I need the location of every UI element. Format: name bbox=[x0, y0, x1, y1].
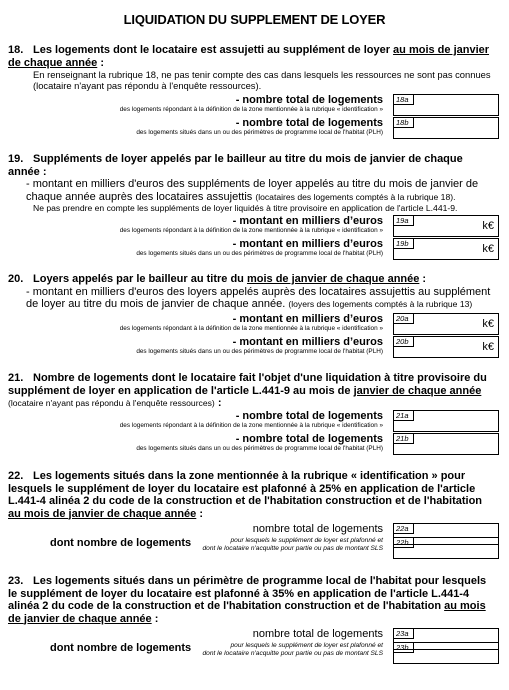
row-18b bbox=[8, 117, 496, 139]
page-title: LIQUIDATION DU SUPPLEMENT DE LOYER bbox=[123, 12, 386, 27]
note-18: En renseignant la rubrique 18, ne pas tenir compte des cas dans lesquels les ressources ne sont pas connues (locataire n'ayant pas répondu à l'enquête ressources). bbox=[33, 69, 491, 91]
input-18a[interactable]: 18a bbox=[393, 94, 499, 116]
input-18b[interactable]: 18b bbox=[393, 117, 499, 139]
row-22a: nombre total de logements 22a bbox=[8, 523, 496, 545]
row-19a: - montant en milliers d’euros des logements répondant à la définition de la zone mentionnée à la rubrique « identification » 19a k€ bbox=[8, 215, 496, 237]
input-19a[interactable]: 19a k€ bbox=[393, 215, 499, 237]
row-21b: - nombre total de logements des logements situés dans un ou des périmètres de programme local de l'habitat (PLH) 21b bbox=[8, 433, 496, 455]
row-19b: - montant en milliers d’euros des logements situés dans un ou des périmètres de programme local de l'habitat (PLH) 19b k€ bbox=[8, 238, 496, 260]
section-19: 19. Suppléments de loyer appelés par le bailleur au titre du mois de janvier de chaque année : - montant en milliers d'euros des suppléments de loyer appelés au titre du mois de janvier de chaque année auprès des locataires assujettis (locataires des logements comptés à la rubrique 18). Ne pas prendre en compte les suppléments de loyer liquidés à titre provisoire en application de l'article L.441-9. bbox=[8, 153, 479, 213]
input-21b[interactable]: 21b bbox=[393, 433, 499, 455]
section-20: 20. Loyers appelés par le bailleur au titre du mois de janvier de chaque année : - montant en milliers d'euros des loyers appelés auprès des locataires assujettis au supplément de loyer au titre du mois de janvier de chaque année. (loyers des logements comptés à la rubrique 13) bbox=[8, 273, 491, 310]
input-22b[interactable]: 22b bbox=[393, 537, 499, 559]
row-20b: - montant en milliers d’euros des logements situés dans un ou des périmètres de programme local de l'habitat (PLH) 20b k€ bbox=[8, 336, 496, 358]
sublabel: des logements répondant à la définition de la zone mentionnée à la rubrique « identification » bbox=[119, 106, 383, 113]
input-23b[interactable]: 23b bbox=[393, 642, 499, 664]
sublabel: des logements situés dans un ou des périmètres de programme local de l'habitat (PLH) bbox=[136, 129, 383, 136]
input-20a[interactable]: 20a k€ bbox=[393, 313, 499, 335]
input-23a[interactable]: 23a bbox=[393, 628, 499, 650]
row-23a: nombre total de logements 23a bbox=[8, 628, 496, 650]
input-22a[interactable]: 22a bbox=[393, 523, 499, 545]
input-19b[interactable]: 19b k€ bbox=[393, 238, 499, 260]
row-21a: - nombre total de logements des logements répondant à la définition de la zone mentionnée à la rubrique « identification » 21a bbox=[8, 410, 496, 432]
input-20b[interactable]: 20b k€ bbox=[393, 336, 499, 358]
section-23: 23. Les logements situés dans un périmètre de programme local de l'habitat pour lesquels le supplément de loyer du locataire est plafonné à 35% en application de l'article L.441-4 alinéa 2 du code de la construction et de l'habitation construction et de l'habitation au mois de janvier de chaque année : bbox=[8, 575, 487, 625]
question-18: 18. Les logements dont le locataire est assujetti au supplément de loyer au mois de janvier de chaque année : bbox=[8, 44, 490, 69]
section-18 bbox=[8, 44, 496, 91]
row-18a bbox=[8, 94, 496, 116]
row-23b: dont nombre de logements pour lesquels le supplément de loyer est plafonné et dont le locataire n'acquitte pour partie ou pas de montant SLS 23b bbox=[8, 642, 496, 664]
label: - nombre total de logements bbox=[235, 94, 383, 106]
input-21a[interactable]: 21a bbox=[393, 410, 499, 432]
row-20a: - montant en milliers d’euros des logements répondant à la définition de la zone mentionnée à la rubrique « identification » 20a k€ bbox=[8, 313, 496, 335]
row-22b: dont nombre de logements pour lesquels le supplément de loyer est plafonné et dont le locataire n'acquitte pour partie ou pas de montant SLS 22b bbox=[8, 537, 496, 559]
section-22: 22. Les logements situés dans la zone mentionnée à la rubrique « identification » pour lesquels le supplément de loyer du locataire est plafonné à 25% en application de l'article L.441-4 alinéa 2 du code de la construction et de l'habitation construction et de l'habitation au mois de janvier de chaque année : bbox=[8, 470, 483, 520]
section-21: 21. Nombre de logements dont le locataire fait l'objet d'une liquidation à titre provisoire du supplément de loyer en application de l'article L.441-9 au mois de janvier de chaque année (locataire n'ayant pas répondu à l'enquête ressources) : bbox=[8, 372, 487, 409]
label: - nombre total de logements bbox=[235, 117, 383, 129]
